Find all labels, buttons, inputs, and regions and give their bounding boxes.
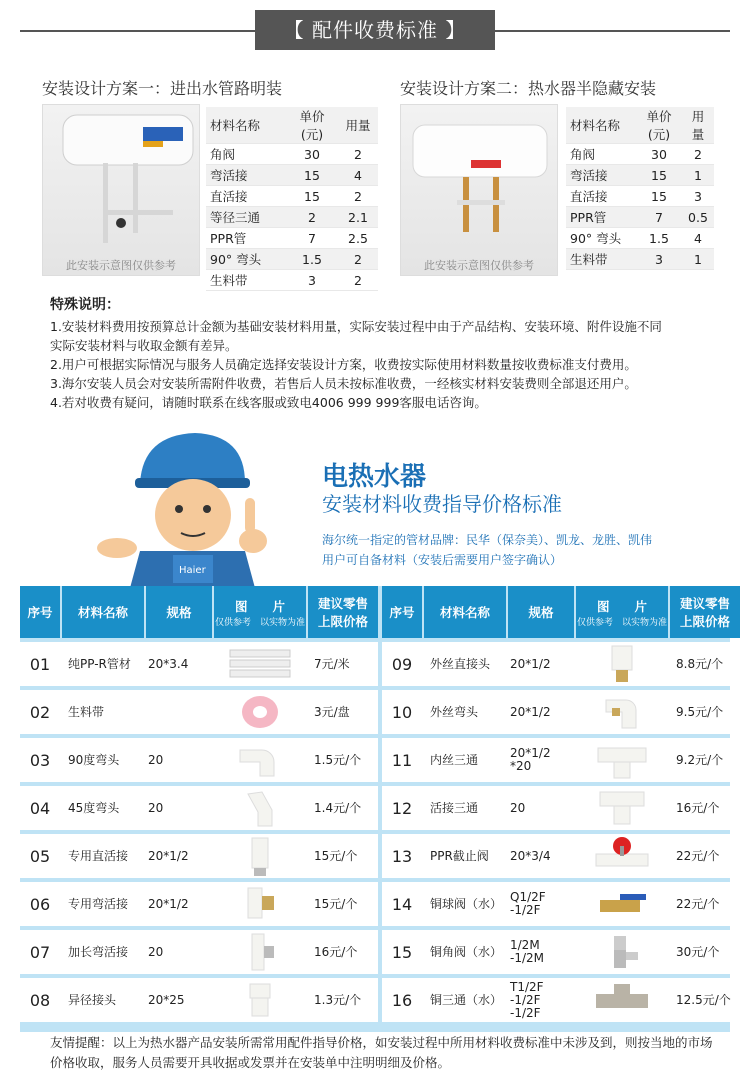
table-row — [566, 249, 714, 270]
table-cell: 2.5 — [338, 228, 378, 249]
copper-tee-icon — [584, 980, 660, 1020]
price-row — [382, 834, 740, 878]
price-row — [382, 690, 740, 734]
column-header-pic-title: 图 片 — [596, 598, 647, 614]
item-number: 13 — [391, 846, 413, 866]
table-cell: 15 — [636, 165, 682, 186]
item-spec: 20*1/2 *20 — [510, 746, 551, 773]
item-name: 专用弯活接 — [68, 896, 129, 911]
column-header-seq: 序号 — [20, 586, 60, 638]
table-cell: 弯活接 — [566, 165, 636, 186]
price-row — [382, 882, 740, 926]
water-heater-hidden-icon — [401, 105, 557, 255]
item-number: 12 — [391, 798, 413, 818]
table-cell: 2 — [286, 207, 338, 228]
table-row — [206, 228, 378, 249]
item-number: 05 — [29, 846, 51, 866]
table-cell: 直活接 — [206, 186, 286, 207]
table-cell: 2 — [338, 249, 378, 270]
scheme2-caption: 此安装示意图仅供参考 — [424, 259, 534, 272]
female-thread-tee-icon — [584, 740, 660, 780]
item-number: 06 — [29, 894, 51, 914]
item-picture — [578, 738, 666, 782]
item-spec: 1/2M -1/2M — [510, 938, 544, 965]
table-cell: 90° 弯头 — [206, 249, 286, 270]
table-cell: 等径三通 — [206, 207, 286, 228]
price-row — [382, 738, 740, 782]
item-name: 90度弯头 — [68, 752, 120, 767]
table-cell: 角阀 — [206, 144, 286, 165]
item-spec: 20*1/2 — [510, 656, 551, 671]
item-number: 16 — [391, 990, 413, 1010]
table-row — [206, 249, 378, 270]
elbow-45-icon — [222, 788, 298, 828]
table-cell: 15 — [636, 186, 682, 207]
long-elbow-union-icon — [222, 932, 298, 972]
item-number: 10 — [391, 702, 413, 722]
price-row — [20, 690, 378, 734]
item-name: 生料带 — [68, 704, 105, 719]
item-spec: T1/2F -1/2F -1/2F — [510, 979, 544, 1020]
scheme1-table — [206, 107, 378, 291]
price-row — [382, 930, 740, 974]
table-row — [206, 270, 378, 291]
table-header-row — [206, 107, 378, 144]
item-spec: 20 — [510, 800, 526, 815]
column-header-pic-title: 图 片 — [234, 598, 285, 614]
item-spec: 20*1/2 — [148, 896, 189, 911]
item-price: 3元/盘 — [314, 704, 350, 719]
scheme1-photo — [42, 104, 200, 276]
table-cell: 2 — [338, 144, 378, 165]
table-header-row — [566, 107, 714, 144]
banner-subtitle: 安装材料收费指导价格标准 — [322, 492, 562, 516]
column-header-pic-sub: 仅供参考 以实物为准 — [214, 617, 305, 628]
item-number: 08 — [29, 990, 51, 1010]
price-row — [20, 882, 378, 926]
item-price: 22元/个 — [676, 896, 720, 911]
table-cell: 90° 弯头 — [566, 228, 636, 249]
item-number: 04 — [29, 798, 51, 818]
price-row — [382, 642, 740, 686]
table-cell: 1.5 — [636, 228, 682, 249]
item-price: 1.5元/个 — [314, 752, 362, 767]
table-cell: 材料名称 — [206, 107, 286, 144]
item-picture — [216, 834, 304, 878]
scheme1-title: 安装设计方案一：进出水管路明装 — [42, 79, 283, 98]
table-row — [566, 228, 714, 249]
page-title: 【 配件收费标准 】 — [255, 10, 495, 50]
banner-title: 电热水器 — [322, 462, 427, 492]
item-picture — [216, 642, 304, 686]
price-row — [20, 642, 378, 686]
table-cell: 弯活接 — [206, 165, 286, 186]
item-number: 09 — [391, 654, 413, 674]
note-line: 1.安装材料费用按预算总计金额为基础安装材料用量，实际安装过程中由于产品结构、安装环境、附件设施不同 — [50, 319, 662, 334]
item-picture — [578, 930, 666, 974]
price-row — [20, 738, 378, 782]
item-price: 1.4元/个 — [314, 800, 362, 815]
column-header-price-line1: 建议零售 — [317, 596, 368, 611]
item-spec: 20 — [148, 800, 164, 815]
table-cell: 3 — [286, 270, 338, 291]
item-price: 15元/个 — [314, 848, 358, 863]
item-picture — [578, 882, 666, 926]
item-price: 9.5元/个 — [676, 704, 724, 719]
table-cell: 1 — [682, 165, 714, 186]
column-header-price-line2: 上限价格 — [317, 614, 368, 629]
table-cell: 生料带 — [566, 249, 636, 270]
item-picture — [578, 978, 666, 1022]
scheme2-table — [566, 107, 714, 270]
item-picture — [216, 690, 304, 734]
special-notes — [50, 296, 710, 412]
table-cell: 3 — [636, 249, 682, 270]
copper-angle-valve-icon — [584, 932, 660, 972]
column-header-price — [670, 586, 740, 638]
item-spec: 20 — [148, 944, 164, 959]
item-picture — [578, 690, 666, 734]
item-number: 15 — [391, 942, 413, 962]
note-line: 2.用户可根据实际情况与服务人员确定选择安装设计方案，收费按实际使用材料数量按收费标准支付费用。 — [50, 357, 637, 372]
item-name: 内丝三通 — [430, 752, 479, 767]
item-name: 加长弯活接 — [68, 944, 129, 959]
scheme1-caption: 此安装示意图仅供参考 — [66, 259, 176, 272]
reducer-icon — [222, 980, 298, 1020]
stop-valve-icon — [584, 836, 660, 876]
item-spec — [148, 690, 212, 734]
column-header-price — [308, 586, 378, 638]
column-header-name: 材料名称 — [424, 586, 506, 638]
table-cell: 用量 — [682, 107, 714, 144]
item-spec: 20 — [148, 752, 164, 767]
item-price: 22元/个 — [676, 848, 720, 863]
item-picture — [216, 930, 304, 974]
price-table — [20, 586, 730, 1032]
item-name: 异径接头 — [68, 992, 117, 1007]
price-row — [20, 786, 378, 830]
item-price: 8.8元/个 — [676, 656, 724, 671]
item-name: 纯PP-R管材 — [68, 656, 131, 671]
price-row — [382, 978, 740, 1022]
table-cell: 4 — [682, 228, 714, 249]
column-header-spec: 规格 — [146, 586, 212, 638]
table-row — [206, 207, 378, 228]
column-header-name: 材料名称 — [62, 586, 144, 638]
table-cell: 7 — [286, 228, 338, 249]
column-header-price-line1: 建议零售 — [679, 596, 730, 611]
item-name: 45度弯头 — [68, 800, 120, 815]
item-picture — [578, 642, 666, 686]
table-row — [206, 165, 378, 186]
item-number: 02 — [29, 702, 51, 722]
table-cell: PPR管 — [566, 207, 636, 228]
table-row — [566, 144, 714, 165]
table-cell: 15 — [286, 165, 338, 186]
item-number: 01 — [29, 654, 51, 674]
table-cell: PPR管 — [206, 228, 286, 249]
note-line: 实际安装材料与收取金额有差异。 — [50, 338, 238, 353]
item-name: 铜三通（水） — [430, 992, 503, 1007]
item-picture — [216, 786, 304, 830]
column-header-seq: 序号 — [382, 586, 422, 638]
banner-note — [322, 530, 652, 570]
item-picture — [578, 786, 666, 830]
item-name: 活接三通 — [430, 800, 479, 815]
table-cell: 生料带 — [206, 270, 286, 291]
male-thread-connector-icon — [584, 644, 660, 684]
item-spec: 20*25 — [148, 992, 185, 1007]
item-price: 1.3元/个 — [314, 992, 362, 1007]
table-cell: 角阀 — [566, 144, 636, 165]
item-number: 11 — [391, 750, 413, 770]
note-line: 4.若对收费有疑问，请随时联系在线客服或致电4006 999 999客服电话咨询。 — [50, 395, 487, 410]
column-header-pic-sub: 仅供参考 以实物为准 — [576, 617, 667, 628]
table-cell: 15 — [286, 186, 338, 207]
column-header-pic — [214, 586, 306, 638]
elbow-90-icon — [222, 740, 298, 780]
table-row — [566, 165, 714, 186]
item-name: 外丝直接头 — [430, 656, 491, 671]
table-cell: 单价(元) — [636, 107, 682, 144]
straight-union-icon — [222, 836, 298, 876]
union-tee-icon — [584, 788, 660, 828]
item-picture — [216, 738, 304, 782]
item-price: 7元/米 — [314, 656, 350, 671]
price-row — [20, 930, 378, 974]
water-heater-open-icon — [43, 105, 199, 255]
footer-reminder: 友情提醒：以上为热水器产品安装所需常用配件指导价格，如安装过程中所用材料收费标准中未涉及到，则按当地的市场价格收取，服务人员需要开具收据或发票并在安装单中注明明细及价格。 — [50, 1035, 713, 1070]
note-line: 3.海尔安装人员会对安装所需附件收费，若售后人员未按标准收费，一经核实材料安装费则全部退还用户。 — [50, 376, 637, 391]
item-name: 铜球阀（水） — [430, 896, 503, 911]
table-cell: 2 — [682, 144, 714, 165]
item-price: 12.5元/个 — [676, 992, 731, 1007]
table-cell: 30 — [636, 144, 682, 165]
table-cell: 2.1 — [338, 207, 378, 228]
item-name: 专用直活接 — [68, 848, 129, 863]
table-cell: 0.5 — [682, 207, 714, 228]
column-header-price-line2: 上限价格 — [679, 614, 730, 629]
notes-title: 特殊说明： — [50, 297, 120, 313]
mascot-logo: Haier — [179, 565, 206, 576]
item-price: 9.2元/个 — [676, 752, 724, 767]
table-cell: 4 — [338, 165, 378, 186]
item-picture — [216, 978, 304, 1022]
column-header-spec: 规格 — [508, 586, 574, 638]
male-thread-elbow-icon — [584, 692, 660, 732]
table-cell: 直活接 — [566, 186, 636, 207]
table-cell: 1.5 — [286, 249, 338, 270]
tape-icon — [222, 692, 298, 732]
table-cell: 2 — [338, 186, 378, 207]
item-number: 07 — [29, 942, 51, 962]
price-row — [20, 978, 378, 1022]
table-cell: 3 — [682, 186, 714, 207]
item-price: 15元/个 — [314, 896, 358, 911]
installer-mascot-icon — [95, 423, 310, 588]
item-spec: 20*3.4 — [148, 656, 189, 671]
table-row — [206, 186, 378, 207]
brand-note: 海尔统一指定的管材品牌：民华（保奈美）、凯龙、龙胜、凯伟 — [322, 533, 653, 547]
price-row — [20, 834, 378, 878]
pipe-icon — [222, 644, 298, 684]
copper-ball-valve-icon — [584, 884, 660, 924]
table-cell: 单价(元) — [286, 107, 338, 144]
scheme2-title: 安装设计方案二：热水器半隐藏安装 — [400, 79, 657, 98]
elbow-union-icon — [222, 884, 298, 924]
item-picture — [216, 882, 304, 926]
item-spec: 20*3/4 — [510, 848, 551, 863]
table-cell: 2 — [338, 270, 378, 291]
item-number: 03 — [29, 750, 51, 770]
item-price: 30元/个 — [676, 944, 720, 959]
table-cell: 7 — [636, 207, 682, 228]
item-name: 外丝弯头 — [430, 704, 479, 719]
table-row — [566, 207, 714, 228]
table-cell: 材料名称 — [566, 107, 636, 144]
table-cell: 用量 — [338, 107, 378, 144]
item-price: 16元/个 — [314, 944, 358, 959]
scheme2-photo — [400, 104, 558, 276]
item-spec: 20*1/2 — [510, 704, 551, 719]
item-number: 14 — [391, 894, 413, 914]
column-header-pic — [576, 586, 668, 638]
table-row — [206, 144, 378, 165]
item-spec: 20*1/2 — [148, 848, 189, 863]
table-row — [566, 186, 714, 207]
item-name: PPR截止阀 — [430, 848, 489, 863]
item-spec: Q1/2F -1/2F — [510, 890, 546, 917]
self-supply-note: 用户可自备材料（安装后需要用户签字确认） — [322, 553, 563, 567]
price-row — [382, 786, 740, 830]
table-cell: 30 — [286, 144, 338, 165]
table-cell: 1 — [682, 249, 714, 270]
item-price: 16元/个 — [676, 800, 720, 815]
item-name: 铜角阀（水） — [430, 944, 503, 959]
item-picture — [578, 834, 666, 878]
